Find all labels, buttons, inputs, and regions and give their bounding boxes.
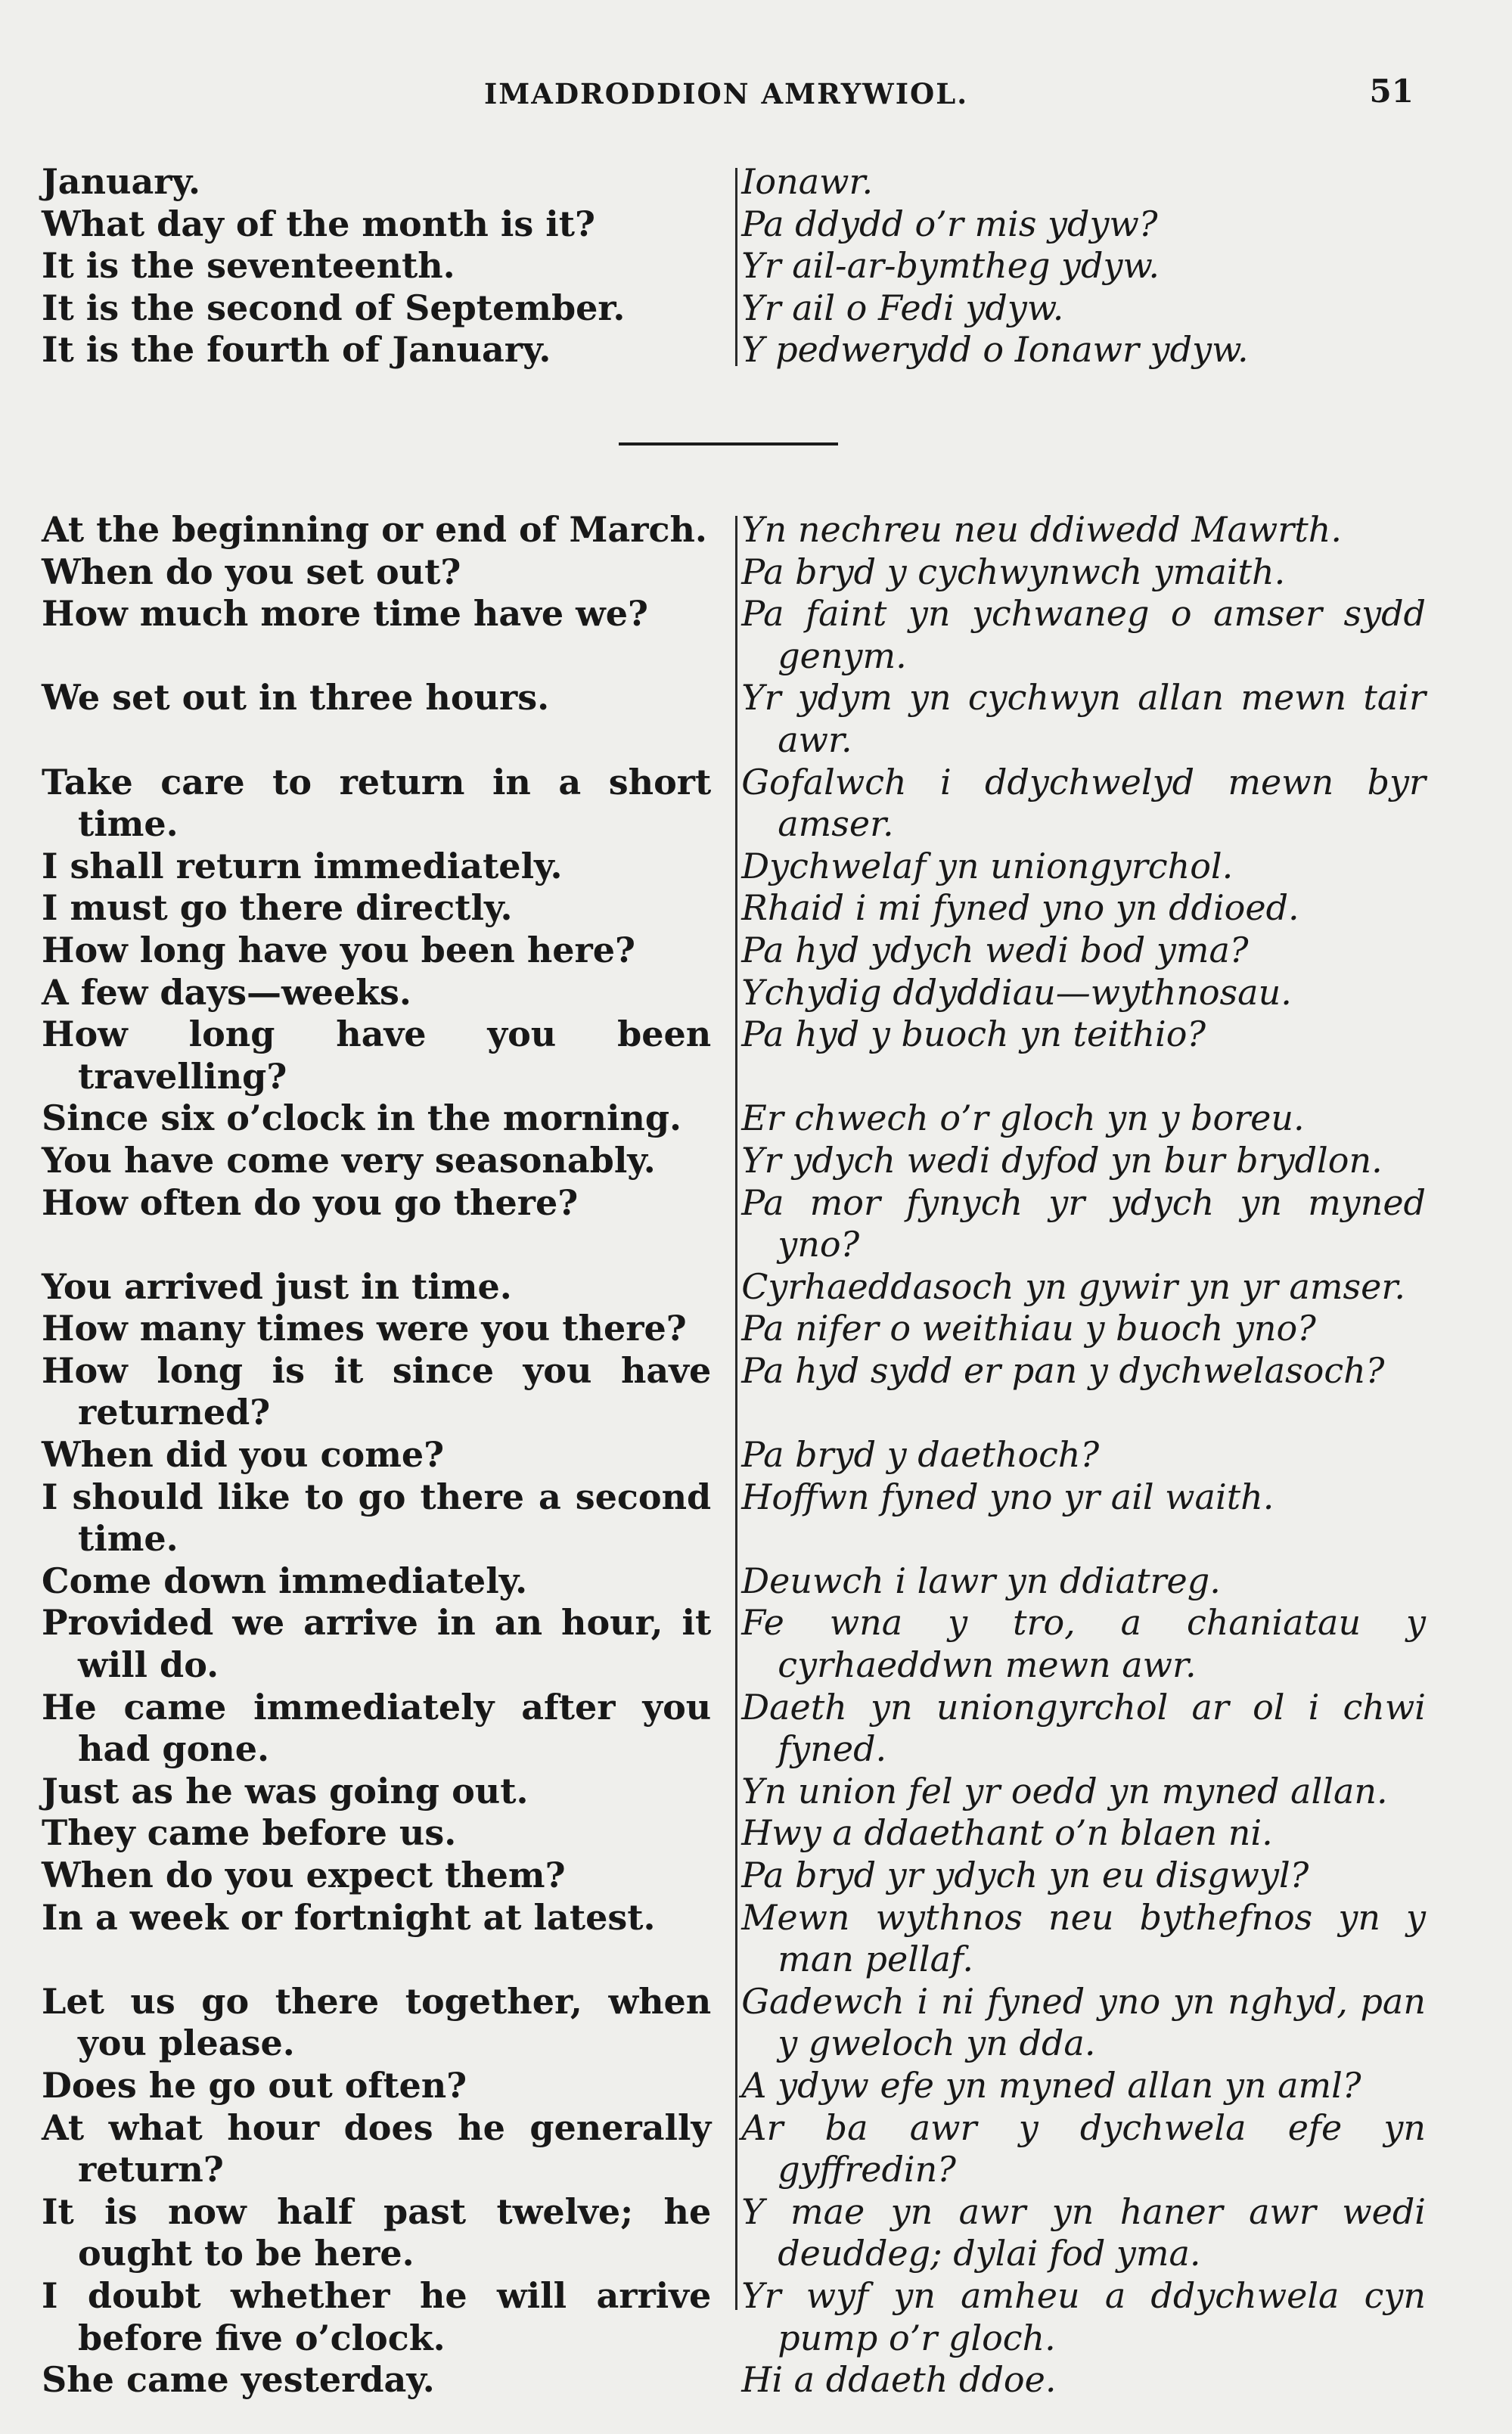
phrase-pair	[42, 1308, 1426, 1350]
phrase-pair	[42, 1434, 1426, 1476]
english-phrase: She came yesterday.	[42, 2359, 435, 2401]
phrase-pair	[42, 846, 1426, 888]
phrase-pair	[42, 762, 1426, 846]
english-phrase: We set out in three hours.	[42, 677, 550, 719]
phrase-pair	[42, 1014, 1426, 1097]
phrase-pair	[42, 1771, 1426, 1813]
english-phrase: Come down immediately.	[42, 1560, 528, 1601]
english-phrase: Let us go there together, when you please.	[42, 1980, 712, 2064]
welsh-phrase: Pa mor fynych yr ydych yn myned yno?	[741, 1181, 1426, 1265]
english-phrase: How long is it since you have returned?	[42, 1349, 712, 1433]
phrase-pair	[42, 509, 1426, 551]
phrase-pair	[42, 1602, 1426, 1686]
phrase-pair	[42, 677, 1426, 761]
english-phrase: Take care to return in a short time.	[42, 761, 712, 845]
english-phrase: It is now half past twelve; he ought to be here.	[42, 2190, 712, 2274]
phrase-pair	[42, 1266, 1426, 1309]
welsh-phrase: Hi a ddaeth ddoe.	[741, 2359, 1057, 2401]
welsh-phrase: Pa bryd y daethoch?	[741, 1434, 1100, 1476]
phrase-pair	[42, 245, 1426, 287]
welsh-phrase: Yr ail o Fedi ydyw.	[741, 287, 1064, 328]
phrase-pair	[42, 287, 1426, 330]
welsh-phrase: A ydyw efe yn myned allan yn aml?	[741, 2064, 1361, 2106]
phrase-pair	[42, 930, 1426, 972]
welsh-phrase: Pa ddydd o’r mis ydyw?	[741, 203, 1158, 244]
phrase-pair	[42, 1687, 1426, 1771]
running-header: IMADRODDION AMRYWIOL.	[484, 77, 969, 110]
welsh-phrase: Y mae yn awr yn haner awr wedi deuddeg; dylai fod yma.	[741, 2190, 1426, 2274]
phrase-pair	[42, 593, 1426, 677]
english-phrase: He came immediately after you had gone.	[42, 1686, 712, 1770]
english-phrase: I should like to go there a second time.	[42, 1476, 712, 1560]
welsh-phrase: Gadewch i ni fyned yno yn nghyd, pan y gweloch yn dda.	[741, 1980, 1426, 2064]
english-phrase: January.	[42, 161, 200, 202]
phrase-section-time	[42, 509, 1426, 2401]
page-number: 51	[1369, 73, 1414, 110]
english-phrase: How much more time have we?	[42, 593, 648, 635]
phrase-pair	[42, 1350, 1426, 1434]
phrase-pair	[42, 551, 1426, 594]
english-phrase: In a week or fortnight at latest.	[42, 1896, 656, 1938]
welsh-phrase: Dychwelaf yn uniongyrchol.	[741, 845, 1234, 886]
phrase-pair	[42, 1560, 1426, 1603]
english-phrase: It is the second of September.	[42, 287, 626, 328]
english-phrase: It is the fourth of January.	[42, 329, 551, 371]
welsh-phrase: Mewn wythnos neu bythefnos yn y man pellaf.	[741, 1896, 1426, 1980]
english-phrase: Provided we arrive in an hour, it will do.	[42, 1602, 712, 1686]
welsh-phrase: Y pedwerydd o Ionawr ydyw.	[741, 329, 1249, 371]
english-phrase: How long have you been travelling?	[42, 1014, 712, 1097]
english-phrase: When do you set out?	[42, 551, 461, 592]
welsh-phrase: Pa bryd yr ydych yn eu disgwyl?	[741, 1855, 1309, 1895]
phrase-pair	[42, 1140, 1426, 1182]
english-phrase: When did you come?	[42, 1434, 445, 1476]
welsh-phrase: Yr wyf yn amheu a ddychwela cyn pump o’r gloch.	[741, 2274, 1426, 2358]
welsh-phrase: Pa hyd y buoch yn teithio?	[741, 1014, 1206, 1055]
welsh-phrase: Er chwech o’r gloch yn y boreu.	[741, 1097, 1305, 1139]
welsh-phrase: Gofalwch i ddychwelyd mewn byr amser.	[741, 761, 1426, 845]
phrase-pair	[42, 2275, 1426, 2359]
phrase-pair	[42, 203, 1426, 246]
phrase-pair	[42, 1855, 1426, 1897]
english-phrase: At what hour does he generally return?	[42, 2106, 712, 2190]
welsh-phrase: Daeth yn uniongyrchol ar ol i chwi fyned.	[741, 1686, 1426, 1770]
phrase-pair	[42, 1897, 1426, 1981]
english-phrase: You arrived just in time.	[42, 1265, 512, 1307]
english-phrase: How many times were you there?	[42, 1308, 687, 1349]
english-phrase: When do you expect them?	[42, 1855, 566, 1895]
welsh-phrase: Deuwch i lawr yn ddiatreg.	[741, 1560, 1221, 1601]
phrase-pair	[42, 2359, 1426, 2401]
welsh-phrase: Yr ydych wedi dyfod yn bur brydlon.	[741, 1139, 1383, 1181]
welsh-phrase: Yr ail-ar-bymtheg ydyw.	[741, 245, 1160, 287]
phrase-pair	[42, 1981, 1426, 2065]
welsh-phrase: Hwy a ddaethant o’n blaen ni.	[741, 1812, 1273, 1854]
english-phrase: What day of the month is it?	[42, 203, 595, 244]
english-phrase: A few days—weeks.	[42, 971, 411, 1013]
english-phrase: I shall return immediately.	[42, 845, 563, 886]
welsh-phrase: Ionawr.	[741, 161, 874, 202]
welsh-phrase: Pa hyd sydd er pan y dychwelasoch?	[741, 1349, 1385, 1391]
phrase-pair	[42, 887, 1426, 930]
english-phrase: They came before us.	[42, 1812, 457, 1854]
welsh-phrase: Rhaid i mi fyned yno yn ddioed.	[741, 887, 1299, 929]
phrase-pair	[42, 2065, 1426, 2107]
english-phrase: At the beginning or end of March.	[42, 509, 707, 550]
phrase-pair	[42, 1476, 1426, 1560]
english-phrase: Since six o’clock in the morning.	[42, 1097, 682, 1139]
phrase-pair	[42, 329, 1426, 371]
english-phrase: Just as he was going out.	[42, 1770, 529, 1812]
english-phrase: You have come very seasonably.	[42, 1139, 656, 1181]
welsh-phrase: Pa hyd ydych wedi bod yma?	[741, 929, 1249, 970]
welsh-phrase: Pa faint yn ychwaneg o amser sydd genym.	[741, 593, 1426, 676]
welsh-phrase: Yr ydym yn cychwyn allan mewn tair awr.	[741, 677, 1426, 760]
welsh-phrase: Ar ba awr y dychwela efe yn gyffredin?	[741, 2106, 1426, 2190]
phrase-pair	[42, 1097, 1426, 1140]
phrase-pair	[42, 1182, 1426, 1266]
english-phrase: How often do you go there?	[42, 1181, 579, 1223]
welsh-phrase: Ychydig ddyddiau—wythnosau.	[741, 971, 1292, 1013]
phrase-pair	[42, 161, 1426, 203]
phrase-pair	[42, 1812, 1426, 1855]
section-divider	[619, 442, 838, 446]
phrase-pair	[42, 2107, 1426, 2191]
welsh-phrase: Pa bryd y cychwynwch ymaith.	[741, 551, 1286, 592]
welsh-phrase: Pa nifer o weithiau y buoch yno?	[741, 1308, 1316, 1349]
phrase-section-dates	[42, 161, 1426, 371]
english-phrase: I doubt whether he will arrive before five o’clock.	[42, 2274, 712, 2358]
phrase-pair	[42, 2191, 1426, 2275]
phrase-pair	[42, 972, 1426, 1014]
english-phrase: How long have you been here?	[42, 929, 635, 970]
english-phrase: Does he go out often?	[42, 2064, 467, 2106]
welsh-phrase: Yn nechreu neu ddiwedd Mawrth.	[741, 509, 1342, 550]
welsh-phrase: Yn union fel yr oedd yn myned allan.	[741, 1770, 1388, 1812]
english-phrase: I must go there directly.	[42, 887, 513, 929]
welsh-phrase: Fe wna y tro, a chaniatau y cyrhaeddwn mewn awr.	[741, 1602, 1426, 1686]
welsh-phrase: Cyrhaeddasoch yn gywir yn yr amser.	[741, 1265, 1405, 1307]
welsh-phrase: Hoffwn fyned yno yr ail waith.	[741, 1476, 1274, 1517]
english-phrase: It is the seventeenth.	[42, 245, 455, 287]
